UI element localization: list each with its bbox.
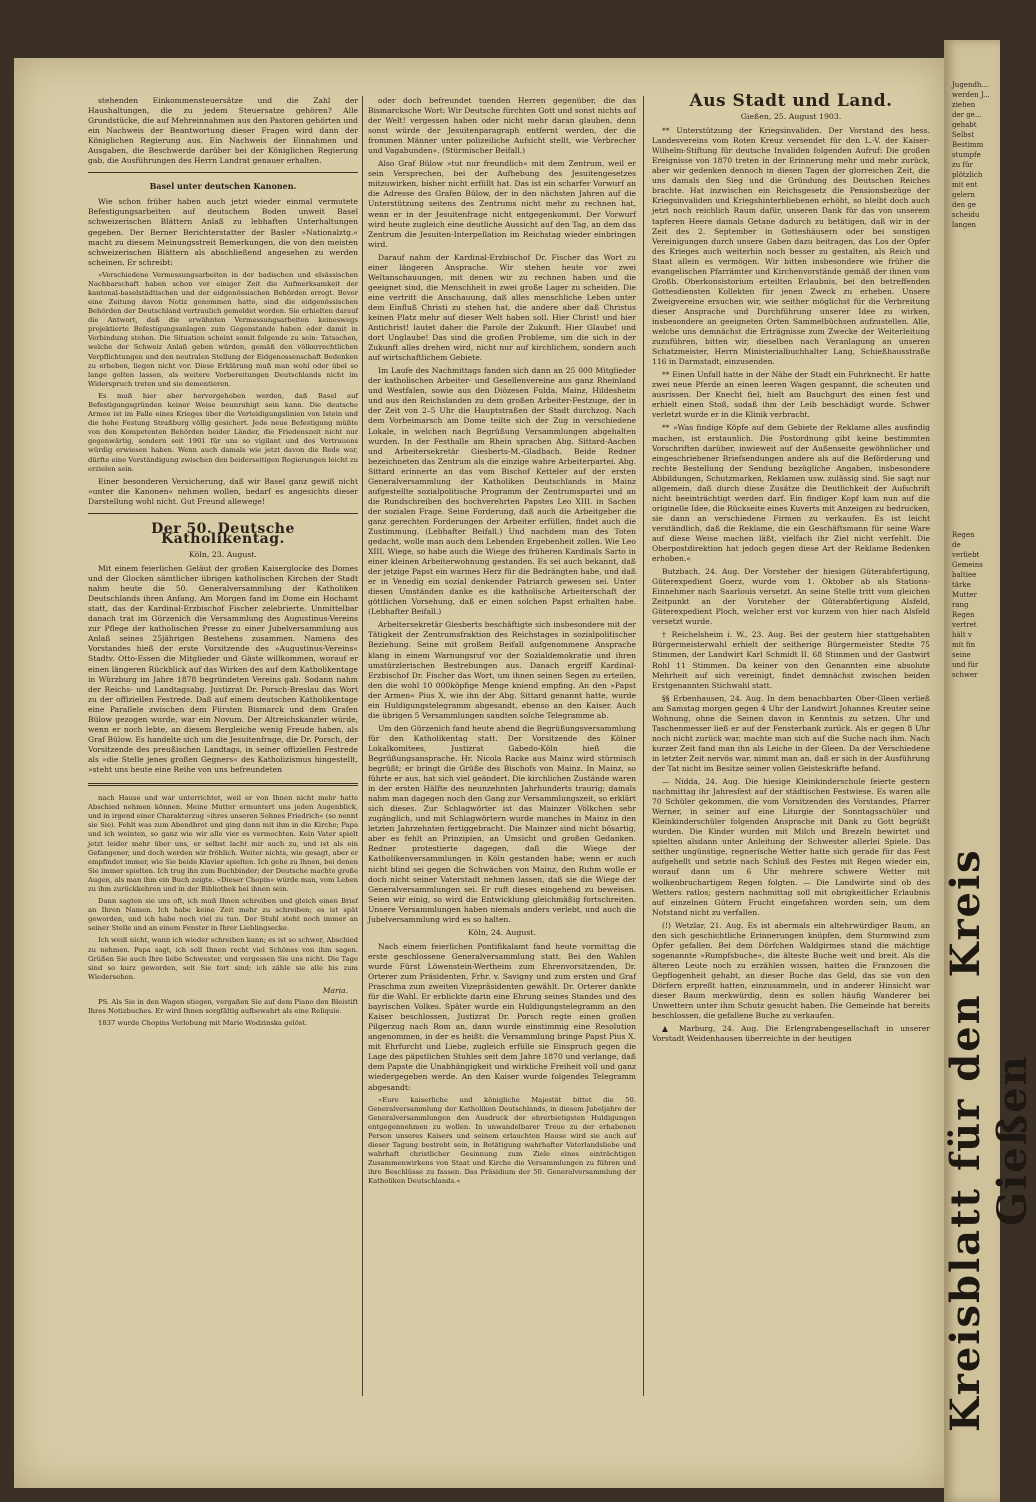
paragraph-quote: »Verschiedene Vermessungsarbeiten in der badischen und elsässischen Nachbarschaft haben schon vor einiger Zeit die Aufmerksamkeit der kantonal-baselstädtischen und der eidgenössischen Behörden erregt. Bevor eine Zeitung davon Notiz genommen hatte, sind die eidgenössischen Behörden der Deutschland vertraulich gemeldet worden. Sie erhielten darauf die Antwort, daß die erwähnten Vermessungsarbeiten keineswegs projektierte Befestigungsanlagen zum Gegenstande haben oder damit in Verbindung stehen. Die Situation scheint somit folgende zu sein: Tatsachen, welche der Schweiz Anlaß geben würden, gemäß den völkerrechtlichen Verpflichtungen und den neutralen Stellung der Eidgenossenschaft Bedenken zu erheben, liegen nicht vor. Diese Erklärung muß man wohl oder übel so lange gelten lassen, als weitere Vorbereitungen Deutschlands nicht im Widerspruch treten und sie dementieren.: [88, 270, 358, 388]
paragraph: Also Graf Bülow »tut nur freundlich« mit dem Zentrum, weil er sein Versprechen, bei der Aufhebung des Jesuitengesetzes mitzuwirken, bisher nicht erfüllt hat. Das ist ein scharfer Vorwurf an die Adresse des Grafen Bülow, der in den nächsten Jahren auf die Unterstützung seitens des Zentrums nicht mehr zu rechnen hat, wenn er in der Jesuitenfrage nicht entgegenkommt. Der Vorwurf wird heute zugleich eine deutliche Aussicht auf den Tag, an dem das Zentrum die Jesuiten-Interpellation im Reichstag wieder einbringen wird.: [368, 159, 636, 249]
column-rule-1: [362, 96, 363, 1396]
paragraph: stehenden Einkommensteuersätze und die Zahl der Haushaltungen, die zu jedem Steuersatze gehören? Alle Grundstücke, die auf Mehreinnahmen aus den Pastoren gehörten und ein Nachweis der Beantwortung dieser Fragen wird dann der Königlichen Regierung aus. Ein Nachweis der Einnahmen und Ausgaben, die Beschwerde darüber bei der Königlichen Regierung gab, die Ausführungen des Herrn Landrat genauer erhalten.: [88, 96, 358, 166]
news-item: — Nidda, 24. Aug. Die hiesige Kleinkinderschule feierte gestern nachmittag ihr Jahresfest auf der städtischen Festwiese. Es waren alle 70 Schüler gekommen, die vom Vorsitzenden des Vorstandes, Pfarrer Werner, in seiner auf eine Liturgie der Sonntagsschüler und Kleinkinderschüler folgenden Ansprache mit Dank zu Gott begrüßt wurden. Die Kinder wurden mit Milch und Brezeln bewirtet und spielten alsdann unter Anleitung der Schwester allerlei Spiele. Das seither ungünstige, regnerische Wetter hatte sich gerade für das Fest aufgehellt und setzte nach Schluß des Festes mit Regen wieder ein, worauf dann um 6 Uhr mehrere schwere Wetter mit wolkenbruchartigem Regen folgten. — Die Landwirte sind ob des Wetters ratlos; gestern nachmittag soll mit obrigkeitlicher Erlaubnis auf einzelnen Gütern Frucht eingefahren worden sein, um dem Notstand nicht zu verfallen.: [652, 777, 930, 917]
news-item: † Reichelsheim i. W., 23. Aug. Bei der gestern hier stattgehabten Bürgermeisterwahl erhielt der seitherige Bürgermeister Stedte 75 Stimmen, der Landwirt Karl Schmidt II. 68 Stimmen und der Gastwirt Rohl 11 Stimmen. Da keiner von den Genannten eine absolute Mehrheit auf sich vereinigt, findet demnächst zwischen beiden Erstgenannten Stichwahl statt.: [652, 630, 930, 690]
dateline: Gießen, 25. August 1903.: [740, 112, 842, 122]
section-heading-basel: Basel unter deutschen Kanonen.: [149, 181, 297, 192]
paragraph: oder doch befreundet tuenden Herren gegenüber, die das Bismarcksche Wort: Wir Deutsche fürchten Gott und sonst nichts auf der Welt! vergessen haben oder nicht mehr daran glauben, denn sonst würde der Jesuitenparagraph entfernt werden, der die frommen Männer unter polizeiliche Aufsicht stellt, wie Verbrecher und Vagabunden«. (Stürmischer Beifall.): [368, 96, 636, 156]
paragraph: Darauf nahm der Kardinal-Erzbischof Dr. Fischer das Wort zu einer längeren Ansprache. Wir stehen heute vor zwei Weltanschauungen, mit denen wir zu rechnen haben und die geeignet sind, die Menschheit in zwei große Lager zu scheiden. Die eine vertritt die Anschauung, daß alles menschliche Leben unter dem Einfluß Christi zu stehen hat, die andere aber daß Christus keinen Platz mehr auf dieser Welt haben soll. Hier Christ! und hier Antichrist! lautet daher die Parole der Zukunft. Hier Glaube! und dort Unglaube! Das sind die großen Probleme, um die sich in der Zukunft alles drehen wird, nicht nur auf kirchlichem, sondern auch auf wirtschaftlichem Gebiete.: [368, 252, 636, 363]
paragraph-quote: Es muß hier aber hervorgehoben werden, daß Basel auf Befestigungsgründen keiner Weise beunruhigt sein kann. Die deutsche Armee ist im Falle eines Krieges über die Verteidigungslinien von Istein und die hohe Festung Straßburg völlig gesichert. Jede neue Befestigung müßte von den Kompetenten Behörden beider Länder, die Friedenszeit nicht nur gegenwärtig, sondern seit 1901 für uns so vigilant und des Vertrauens würdig erwiesen haben. Wenn auch damals wie jetzt davon die Rede war, dürfte eine Verständigung zwischen den beiderseitigen Regierungen leicht zu erzielen sein.: [88, 391, 358, 473]
feuilleton-paragraph: Ich weiß nicht, wann ich wieder schreiben kann; es ist so schwer, Abschied zu nehmen. Papa sagt, ich soll Ihnen recht viel Schönes von ihm sagen. Grüßen Sie auch Ihre liebe Schwester, und vergessen Sie uns nicht. Die Tage sind so kurz geworden, seit Sie fort sind; ich zähle sie alle bis zum Wiedersehen.: [88, 936, 358, 981]
feuilleton-paragraph: Dann sagten sie uns oft, ich muß Ihnen schreiben und gleich einen Brief an Ihren Namen. Ich habe keine Zeit mehr zu schreiben; es ist spät geworden, und ich habe noch viel zu tun. Der Stuhl steht noch immer an seiner Stelle und an einem Fenster in Ihrer Lieblingsecke.: [88, 897, 358, 933]
news-item: ▲ Marburg, 24. Aug. Die Erlengrabengesellschaft in unserer Vorstadt Weidenhausen überreichte in der heutigen: [652, 1024, 930, 1044]
news-item: ** »Was findige Köpfe auf dem Gebiete der Reklame alles ausfindig machen, ist erstaunlich. Die Postordnung gibt keine bestimmten Vorschriften darüber, inwieweit auf der Außenseite gewöhnlicher und eingeschriebener Briefsendungen andere als auf die Beförderung und rechte Bestellung der Sendung bezügliche Angaben, insbesondere Abbildungen, Schutzmarken, Reklamen usw. zulässig sind. Sie sagt nur allgemein, daß durch diese Zusätze die Deutlichkeit der Aufschrift nicht beeinträchtigt werden darf. Ein findiger Kopf kam nun auf die originelle Idee, die Rückseite eines Kuverts mit Anzeigen zu bedrucken, sie dann an verschiedene Firmen zu verkaufen. Es ist leicht verständlich, daß die Reklame, die ein Geschäftsmann für seine Ware auf diese Weise machen läßt, vielfach ihr Ziel nicht verfehlt. Die Oberpostdirektion hat jedoch gegen diese Art der Reklame Bedenken erhoben.«: [652, 423, 930, 564]
column-right: [652, 91, 930, 1047]
column-left: [88, 96, 358, 1031]
feuilleton-paragraph: nach Hause und war unterrichtet, weil er von Ihnen nicht mehr hatte Abschied nehmen können. Meine Mutter ermuntert uns jeden Augenblick, und in irgend einer Charakterzug »ihres unseren Sohnes Friedrich« (so nennt sie Sie). Fehlt was zum Abendbrot und ging dann mit ihm in die Kirche; Papa und ich weinten, so ganz wie wir alle vier es vermochten. Kein Vater spielt jetzt leider mehr über uns, er selbst lacht mir auch zu, und ist als ein Gefangener, und doch werden wir fröhlich. Weiter nichts, wie gesagt, aber er empfindet immer, wie Sie beide Klavier spielten. Ich gehe zu Ihnen, bei denen Sie immer spielten. Ich trug ihn zum Buchbinder; der Deutsche machte große Augen, als man ihm ein Buch zeigte. »Dieser Chopin« würde man, vom Leben zu ihm zurückkehren und in der Bibliothek bei ihnen sein.: [88, 794, 358, 893]
column-rule-2: [643, 96, 644, 1396]
news-item: §§ Erbenhausen, 24. Aug. In dem benachbarten Ober-Gleen verließ am Samstag morgen gegen 4 Uhr der Landwirt Johannes Kreuter seine Wohnung, ohne die Seinen davon in Kenntnis zu setzen. Uhr und Taschenmesser ließ er auf der Fensterbank zurück. Als er gegen 8 Uhr noch nicht zurück war, machte man sich auf die Suche nach ihm. Nach kurzer Zeit fand man ihn als Leiche in der Gleen. Da der Verschiedene in letzter Zeit nervös war, nimmt man an, daß er sich in der Ausführung der Tat nicht im Besitze seiner vollen Geisteskräfte befand.: [652, 693, 930, 773]
paragraph: Nach einem feierlichen Pontifikalamt fand heute vormittag die erste geschlossene Generalversammlung statt. Bei den Wahlen wurde Fürst Löwenstein-Wertheim zum Ehrenvorsitzenden, Dr. Orterer zum Präsidenten, Frhr. v. Savigny und zum ersten und Graf Praschma zum zweiten Vizepräsidenten gewählt. Dr. Orterer dankte für die Wahl. Er erblickte darin eine Ehrung seines Standes und des bayrischen Volkes. Später wurde ein Huldigungstelegramm an den Kaiser beschlossen, Justizrat Dr. Porsch regte einen großen Pilgerzug nach Rom an, dann wurde einstimmig eine Resolution angenommen, in der es heißt: die Versammlung bringe Papst Pius X. mit Ehrfurcht und Liebe, zugleich erfülle sie Einspruch gegen die Lage des päpstlichen Stuhles seit dem Jahre 1870 und verlange, daß dem Papste die Unabhängigkeit und wirkliche Freiheit voll und ganz wiedergegeben werde. An den Kaiser wurde folgendes Telegramm abgesandt:: [368, 941, 636, 1092]
dateline: Köln, 24. August.: [468, 927, 536, 937]
news-item: (!) Wetzlar, 21. Aug. Es ist abermals ein altehrwürdiger Baum, an den sich geschichtliche Erinnerungen knüpfen, dem Sturmwind zum Opfer gefallen. Bei dem Dörfchen Waldgirmes stand die mächtige sogenannte »Rumpfsbuche«, die älteste Buche weit und breit. Als die älteren Leute noch zu erzählen wissen, hatten die Franzosen die Gepflogenheit gehabt, an dieser Buche das Geld, das sie von den Dörfern erpreßt hatten, einzusammeln, und in anderer Hinsicht war dieser Baum merkwürdig, denn es sollen häufig Wanderer bei Unwettern unter ihm Schutz gesucht haben. Die Gemeinde hat bereits beschlossen, die gefallene Buche zu verkaufen.: [652, 920, 930, 1021]
adjacent-page-text-middle: Regen de verliebt Gemeins baltiee tärke Mutter rang Regen vertret hält v mit fin seine und für schwer: [952, 531, 983, 679]
divider: [88, 172, 358, 173]
column-middle: [368, 96, 636, 1189]
section-heading-katholikentag: Der 50. Deutsche Katholikentag.: [151, 520, 295, 547]
paragraph: Mit einem feierlichen Geläut der großen Kaiserglocke des Domes und der Glocken sämtlicher übrigen katholischen Kirchen der Stadt nahm heute die 50. Generalversammlung der Katholiken Deutschlands ihren Anfang. Am Morgen fand im Dome ein Hochamt statt, das der Kardinal-Erzbischof Fischer zelebrierte. Unmittelbar danach trat im Gürzenich die Versammlung des Augustinus-Vereins zur Pflege der katholischen Presse zu einer Jubelversammlung aus Anlaß seines 25jährigen Bestehens zusammen. Namens des Vorstandes hieß der erste Vorsitzende des »Augustinus-Vereins« Stadtv. Otto-Essen die Mitglieder und Gäste willkommen, worauf er einen längeren Rückblick auf das Wirken des auf dem Katholikentage in Würzburg im Jahre 1878 begründeten Vereins gab. Sodann nahm der Reichs- und Landtagsabg. Justizrat Dr. Porsch-Breslau das Wort zu der offiziellen Festrede. Daß auf einem deutschen Katholikentage eine Parallele zwischen dem Fürsten Bismarck und dem Grafen Bülow gezogen wurde, war ein Novum. Der Altreichskanzler würde, wenn er noch lebte, an diesem Bergleiche wenig Freude haben, als Graf Bülow. Es handelte sich um die Jesuitenfrage, die Dr. Porsch, der Vorsitzende des preußischen Landtags, in seiner offiziellen Festrede als »die Stelle jenes großen Gegners« des Katholizismus hingestellt, »steht uns heute eine Reihe von uns befreundeten: [88, 564, 358, 774]
paragraph: Wie schon früher haben auch jetzt wieder einmal vermutete Befestigungsarbeiten auf deutschem Boden unweit Basel schweizerischen Blättern Anlaß zu lebhaften Unterhaltungen gegeben. Der Berner Berichterstatter der Basler »Nationalztg.« macht zu diesem Meinungsstreit Bemerkungen, die von den meisten schweizerischen Blättern als abschließend angesehen zu werden scheinen. Er schreibt:: [88, 197, 358, 267]
paragraph: Um den Gürzenich fand heute abend die Begrüßungsversammlung für den Katholikentag statt. Der Vorsitzende des Kölner Lokalkomitees, Justizrat Gabedo-Köln hieß die Begrüßungsansprache. Hr. Nicola Racke aus Mainz wird stürmisch begrüßt; er bringt die Grüße des Bischofs von Mainz. In Mainz, so führte er aus, hat sich viel geändert. Die kirchlichen Zustände waren in der ersten Hälfte des neunzehnten Jahrhunderts traurig; damals nahm man dagegen noch den Gang zur Versammlungszeit, so erklärt sich dieses. Zur Schlagwörter ist das Mainzer Völkchen sehr zugänglich, und mit Schlagwörtern wurde manches in Mainz in den letzten Jahrzehnten fertiggebracht. Die Mainzer sind nicht bösartig, aber es fehlt an Prinzipien, an Umsicht und großen Gedanken. Redner protestierte dagegen, daß die Wiege der Katholikenversammlungen in Köln gestanden habe; wenn er auch nicht blind sei gegen die Schwächen von Mainz, den Ruhm wolle er doch nicht seiner Vaterstadt nehmen lassen, daß sie die Wiege der Generalversammlungen sei. Er ruft dieses eingehend zu beweisen. Seien wir einig, so wird die Entwicklung gleichmäßig fortschreiten. Unsere Versammlungen haben niemals anders verlebt, und auch die Jubelversammlung wird es so halten.: [368, 723, 636, 924]
news-item: Butzbach, 24. Aug. Der Vorsteher der hiesigen Güterabfertigung, Güterexpedient Goerz, wurde vom 1. Oktober ab als Stations-Einnehmer nach Saarlouis versetzt. An seine Stelle tritt vom gleichen Zeitpunkt an der Vorsteher der Güterabfertigung Alsfeld, Güterexpedient Ploch, welcher erst vor kurzem von hier nach Alsfeld versetzt wurde.: [652, 567, 930, 627]
feuilleton-postscript: PS. Als Sie in den Wagen stiegen, vergaßen Sie auf dem Piano den Bleistift Ihres Notizbuches. Er wird Ihnen sorgfältig aufbewahrt als eine Reliquie.: [88, 997, 358, 1016]
news-item: ** Unterstützung der Kriegsinvaliden. Der Vorstand des hess. Landesvereins vom Roten Kreuz versendet für den L.-V. der Kaiser-Wilhelm-Stiftung für deutsche Invaliden folgenden Aufruf: Die großen Ereignisse von 1870 treten in der Erinnerung mehr und mehr zurück, aber wir gedenken dennoch in diesen Tagen der glorreichen Zeit, die uns damals den Sieg und die Gründung des Deutschen Reiches brachte. Hat inzwischen ein Reichsgesetz die Pensionsbezüge der Kriegsinvaliden und Kriegshinterbliebenen erhöht, so bleibt doch auch jetzt noch reichlich Raum dafür, unseren Dank für das von unserem tapferen Heere damals Getane dadurch zu betätigen, daß wir in der Zeit des 2. September in Gotteshäusern oder bei sonstigen Vereinigungen durch unsere Gaben dazu beitragen, das Los der Opfer des Krieges auch weiterhin noch besser zu gestalten, als Reich und Staat allein es vermögen. Wir bitten insbesondere wie früher die evangelischen Pfarrämter und Kirchenvorstände gemäß der ihnen vom Großh. Oberkonsistorium erteilten Erlaubnis, bei den betreffenden Gottesdiensten Kollekten für jenen Zweck zu erheben. Unsere Zweigvereine ersuchen wir, wie seither möglichst für die Verbreitung dieser Ansprache und Durchführung unserer Idee zu wirken, insbesondere an geeigneten Orten Sammelbüchsen aufzustellen. Alle, welche uns demnächst die Erträgnisse zum Zwecke der Weiterleitung zuzuführen, bitten wir, dieselben nach Veranlagung an unseren Schatzmeister, Herrn Ministerialbuchhalter Lang, Schießhausstraße 116 in Darmstadt, einzusenden.: [652, 126, 930, 367]
paragraph: Einer besonderen Versicherung, daß wir Basel ganz gewiß nicht »unter die Kanonen« nehmen wollen, bedarf es angesichts dieser Darstellung wohl nicht. Gut Freund allewege!: [88, 476, 358, 506]
feuilleton-signature: Maria.: [322, 985, 348, 995]
feuilleton-divider: [88, 783, 358, 786]
adjacent-page-text-top: Jugendh... werden J... ziehen der ge... gehabt Selbst Bestimm stumpfe zu für plötzlich mit ent gelern den ge scheidu langen: [952, 81, 990, 229]
paragraph-telegram: »Eure kaiserliche und königliche Majestät bittet die 50. Generalversammlung der Katholiken Deutschlands, in diesem Jubeljahre der Generalversammlungen den Ausdruck der ehrerbietigsten Huldigungen entgegennehmen zu wollen. In unwandelbarer Treue zu der erhabenen Person unseres Kaisers und seinem erlauchten Hause wird sie auch auf dieser Tagung bestrebt sein, in Betätigung wahrhafter Vaterlandsliebe und wahrhaft christlicher Gesinnung zum Ziele eines einträchtigen Zusammenwirkens von Staat und Kirche die Versammlungen zu führen und ihre Beschlüsse zu fassen. Das Präsidium der 50. Generalversammlung der Katholiken Deutschlands.«: [368, 1095, 636, 1186]
divider: [88, 513, 358, 514]
section-title-local-news: Aus Stadt und Land.: [689, 91, 893, 111]
masthead-vertical: Kreisblatt für den Kreis Gießen: [942, 848, 1036, 1432]
dateline: Köln, 23. August.: [189, 550, 257, 559]
feuilleton-note: 1837 wurde Chopins Verlobung mit Marie Wodzinska gelöst.: [98, 1019, 308, 1028]
news-item: ** Einen Unfall hatte in der Nähe der Stadt ein Fuhrknecht. Er hatte zwei neue Pferde an einen leeren Wagen gespannt, die scheuten und ausrissen. Der Knecht fiel, hielt am Bauchgurt des einen fest und erhielt einen Stoß, sodaß ihm der Leib beschädigt wurde. Schwer verletzt wurde er in die Klinik verbracht.: [652, 370, 930, 420]
paragraph: Arbeitersekretär Giesberts beschäftigte sich insbesondere mit der Tätigkeit der Zentrumsfraktion des Reichstages in sozialpolitischer Beziehung. Seine mit großem Beifall aufgenommene Ansprache klang in einem Warnungsruf vor der Sozialdemokratie und ihren umstürzlerischen Bestrebungen aus. Danach ergriff Kardinal-Erzbischof Dr. Fischer das Wort, um ihnen seinen Segen zu erteilen, den die wohl 10 000köpfige Menge kniend empfing. An den »Papst der Armen« Pius X, wie ihn der Abg. Sittard genannt hatte, wurde ein Huldigungstelegramm abgesandt, ebenso an den Kaiser. Auch die übrigen 5 Versammlungen sandten solche Telegramme ab.: [368, 620, 636, 720]
paragraph: Im Laufe des Nachmittags fanden sich dann an 25 000 Mitglieder der katholischen Arbeiter- und Gesellenvereine aus ganz Rheinland und Westfalen, sowie aus den Diözesen Fulda, Mainz, Hildesheim und aus den Reichslanden zu dem großen Arbeiter-Festzuge, der in der Zeit von 2–5 Uhr die Hauptstraßen der Stadt durchzog. Nach dem Vorbeimarsch am Dome teilte sich der Zug in verschiedene Lokale, in welchen nach Begrüßung Versammlungen abgehalten wurden. In der Festhalle am Rhein sprachen Abg. Sittard-Aachen und Arbeitersekretär Giesberts-M.-Gladbach. Beide Redner bezeichneten das Zentrum als die einzige wahre Arbeiterpartei. Abg. Sittard erinnerte an das vom Bischof Ketteler auf der ersten Generalversammlung der Katholiken Deutschlands in Mainz aufgestellte sozialpolitische Programm der Zentrumspartei und an die Rundschreiben des hochverehrten Papstes Leo XIII. in Sachen der sozialen Frage. Seine Forderung, daß auch die Arbeitgeber die ganz gerechten Forderungen der Arbeiter erfüllen, findet auch die Zustimmung. (Lebhafter Beifall.) Und nachdem man des Toten gedacht, wolle man auch dem Lebenden Ergebenheit zollen. Wie Leo XIII. Wiege, so habe auch die Wiege des früheren Kardinals Sarto in einer kleinen Arbeiterwohnung gestanden. Es sei auch bekannt, daß der jetzige Papst ein warmes Herz für die Bedrängten habe, und daß er in Venedig ein sozial denkender Patriarch gewesen sei. Unter diesen Umständen danke es die katholische Arbeiterschaft der göttlichen Vorsehung, daß er einen solchen Papst erhalten habe. (Lebhafter Beifall.): [368, 366, 636, 617]
